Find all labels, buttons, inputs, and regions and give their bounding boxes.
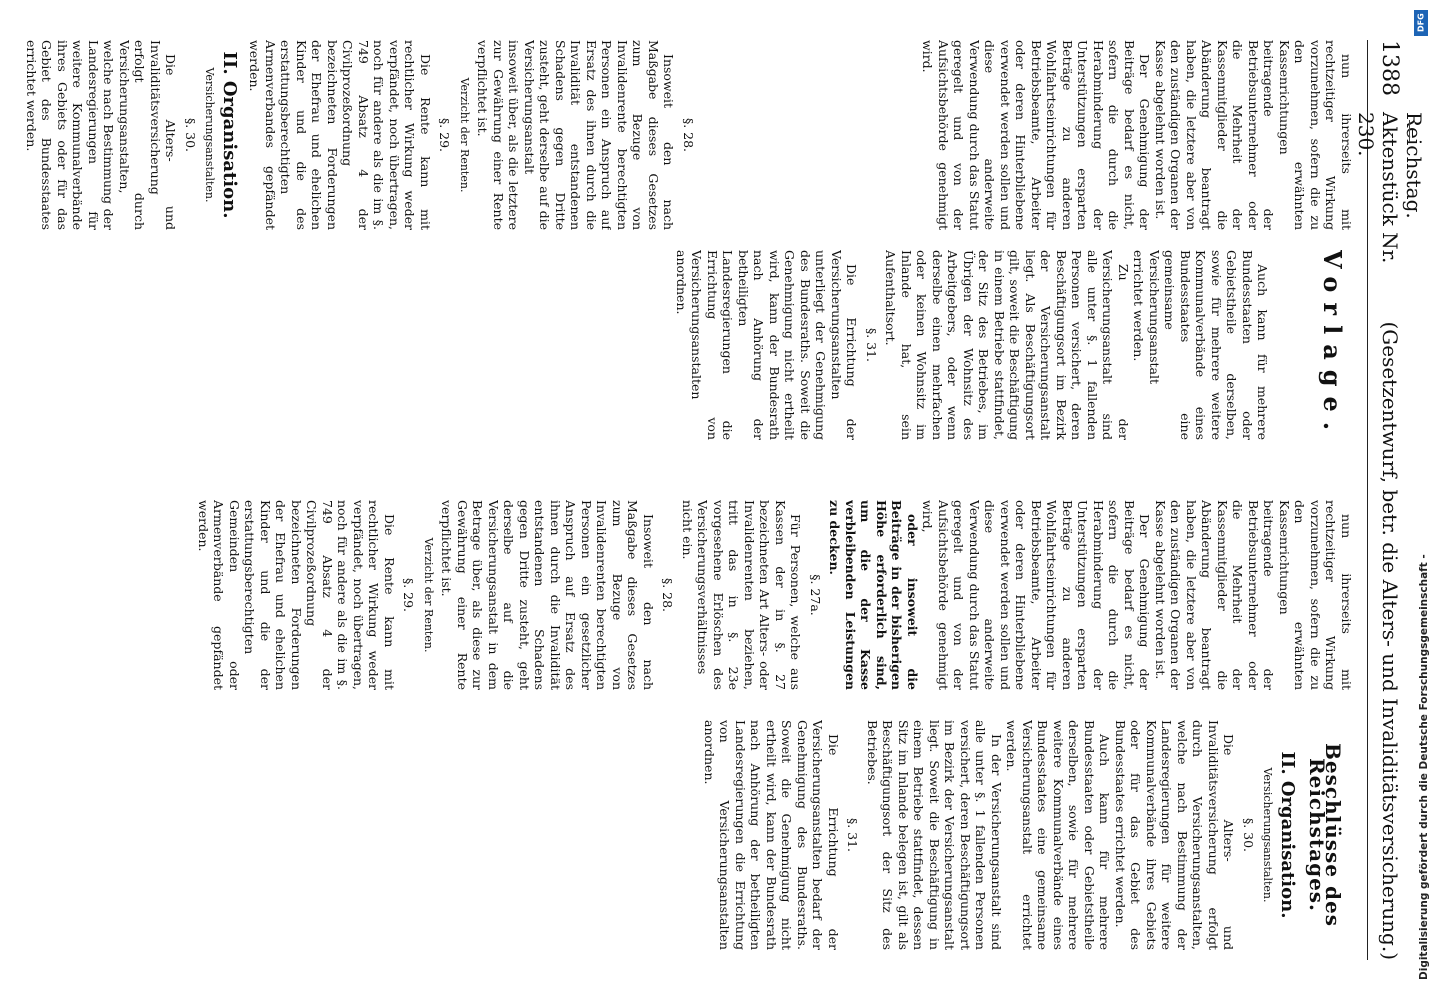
beschluesse-s31-text: Die Errichtung der Versicherungsanstalten bedarf der Genehmigung des Bundesraths. Soweit die Genehmigung nicht ertheilt wird, kann der Bundesrath nach Anhörung der betheiligten Landesregierungen die Errichtung von Versicherungsanstalten anordnen.	[702, 720, 841, 950]
vorlage-s29-text: Die Rente kann mit rechtlicher Wirkung weder verpfändet, noch übertragen, noch für andere als die im §. 749 Absatz 4 der Civilprozeßordnung bezeichneten Forderungen der Ehefrau und ehelichen Kinder und die des erstattungsberechtigten Armenverbandes gepfändet werden.	[247, 40, 433, 230]
vorlage-column-1	[24, 40, 1354, 230]
digitization-note: Digitalisierung gefördert durch die Deutsche Forschungsgemeinschaft -	[1418, 554, 1430, 980]
beschluesse-paragraph-2: Der Genehmigung der Beiträge bedarf es nicht, sofern die durch die Herabminderung der Unterstützungen ersparten Beträge zu anderen Wohlfahrtseinrichtungen für Betriebsbeamte, Arbeiter oder deren Hinterbliebene verwendet werden sollen und diese anderweite Verwendung durch das Statut geregelt und von der Aufsichtsbehörde genehmigt wird,	[920, 500, 1153, 690]
header-right-title: (Gesetzentwurf, betr. die Alters- und Invaliditätsversicherung.)	[1378, 321, 1402, 960]
vorlage-s29-title: §. 29.	[437, 117, 453, 153]
vorlage-s30-text2: Auch kann für mehrere Bundesstaaten oder Gebietstheile derselben, sowie für mehrere weitere Kommunalverbände eines Bundesstaates eine gemeinsame Versicherungsanstalt errichtet werden.	[1131, 250, 1271, 440]
beschluesse-column-2	[24, 720, 1354, 950]
beschluesse-s30-text1: Die Alters- und Invaliditätsversicherung erfolgt durch Versicherungsanstalten, welche nach Bestimmung der Landesregierungen für weitere Kommunalverbände ihres Gebiets oder für das Gebiet des Bundesstaates errichtet werden.	[1113, 720, 1237, 950]
beschluesse-s29-text: Die Rente kann mit rechtlicher Wirkung weder verpfändet, noch übertragen, noch für andere als die im §. 749 Absatz 4 der Civilprozeßordnung bezeichneten Forderungen der Ehefrau und ehelichen Kinder und die der erstattungsberechtigten Gemeinden oder Armenverbände gepfändet werden.	[196, 500, 397, 690]
vorlage-heading: Vorlage.	[1318, 250, 1347, 440]
beschluesse-s28-text: Insoweit den nach Maßgabe dieses Gesetzes zum Bezuge von Invalidenrenten berechtigten Personen ein gesetzlicher Anspruch auf Ersatz des ihnen durch die Invalidität entstandenen Schadens gegen Dritte zusteht, geht derselbe auf die Versicherungsanstalt in dem Betrage über, als diese zur Gewährung einer Rente verpflichtet ist.	[439, 500, 656, 690]
beschluesse-s31-title: §. 31.	[845, 817, 861, 853]
vorlage-s30-text3: Zu der Versicherungsanstalt sind alle unter §. 1 fallenden Personen versichert, deren Beschäftigungsort im Bezirk der Versicherungsanstalt liegt. Als Beschäftigungsort gilt, soweit die Beschäftigung in einem Betriebe stattfindet, der Sitz des Betriebes, im Übrigen der Wohnsitz des Arbeitgebers, oder wenn derselbe einen mehrfachen oder keinen Wohnsitz im Inlande hat, sein Aufenthaltsort.	[883, 250, 1131, 440]
vorlage-s28-title: §. 28.	[681, 117, 696, 153]
dfg-logo: DFG	[1414, 10, 1428, 36]
beschluesse-s27a-title: §. 27a.	[808, 574, 823, 616]
beschluesse-s29-title: §. 29.	[401, 577, 417, 613]
beschluesse-org-sub: Versicherungsanstalten.	[1261, 767, 1275, 903]
header-left-title: Reichstag. Aktenstück Nr. 230.	[1354, 112, 1426, 264]
vorlage-s30-title: §. 30.	[183, 117, 198, 153]
beschluesse-s30-text3: In der Versicherungsanstalt sind alle unter §. 1 fallenden Personen versichert, deren Beschäftigungsort im Bezirk der Versicherungsanstalt liegt. Soweit die Beschäftigung in einem Betriebe stattfindet, dessen Sitz im Inlande belegen ist, gilt als Beschäftigungsort der Sitz des Betriebes.	[865, 720, 1004, 950]
vorlage-paragraph-2: Der Genehmigung der Beiträge bedarf es nicht, sofern die durch die Herabminderung der Unterstützungen ersparten Beträge zu anderen Wohlfahrtseinrichtungen für Betriebsbeamte, Arbeiter oder deren Hinterbliebene verwendet werden sollen und diese anderweite Verwendung durch das Statut geregelt und von der Aufsichtsbehörde genehmigt wird.	[920, 40, 1153, 230]
vorlage-org-sub: Versicherungsanstalten.	[203, 67, 217, 203]
vorlage-s31-title: §. 31.	[864, 327, 879, 363]
margin-rule	[1409, 120, 1410, 142]
beschluesse-rente-label: Verzicht der Renten.	[422, 537, 435, 653]
beschluesse-s30-text2: Auch kann für mehrere Bundesstaaten oder Gebietstheile derselben, sowie für mehrere weitere Kommunalverbände eines Bundesstaates eine gemeinsame Versicherungsanstalt errichtet werden.	[1004, 720, 1113, 950]
vorlage-column-2	[24, 250, 1354, 440]
beschluesse-column-1	[24, 500, 1354, 690]
beschluesse-s30-title: §. 30.	[1241, 817, 1256, 853]
beschluesse-s28-title: §. 28.	[660, 577, 676, 613]
page-number: 1388	[1377, 40, 1403, 96]
vorlage-intro: nun ihrerseits mit rechtzeitiger Wirkung vorzunehmen, sofern die zu den erwähnten Kassenrichtungen beitragende der Betriebsunternehmer oder die Mehrheit der Kassenmitglieder die Abänderung beantragt haben, die letztere aber von den zuständigen Organen der Kasse abgelehnt worden ist.	[1153, 40, 1354, 230]
vorlage-s30-text1: Die Alters- und Invaliditätsversicherung erfolgt durch Versicherungsanstalten, welche nach Bestimmung der Landesregierungen für weitere Kommunalverbände ihres Gebiets oder für das Gebiet des Bundesstaates errichtet werden.	[24, 40, 179, 230]
beschluesse-paragraph-2-bold: oder insoweit die Beiträge in der bisherigen Höhe erforderlich sind, um die der Kasse verbleibenden Leistungen zu decken.	[827, 500, 920, 690]
vorlage-s28-text: Insoweit den nach Maßgabe dieses Gesetzes zum Bezuge von Invalidenrente berechtigten Personen ein Anspruch auf Ersatz des ihnen durch die Invalidität entstandenen Schadens gegen Dritte zusteht, geht derselbe auf die Versicherungsanstalt insoweit über, als die letztere zur Gewährung einer Rente verpflichtet ist.	[475, 40, 677, 230]
vorlage-s31-text: Die Errichtung der Versicherungsanstalten unterliegt der Genehmigung des Bundesraths. Soweit die Genehmigung nicht ertheilt wird, kann der Bundesrath nach Anhörung der betheiligten Landesregierungen die Errichtung von Versicherungsanstalten anordnen.	[674, 250, 860, 440]
beschluesse-org-title: II. Organisation.	[1277, 751, 1298, 919]
vorlage-rente-label: Verzicht der Renten.	[458, 77, 471, 193]
beschluesse-intro: nun ihrerseits mit rechtzeitiger Wirkung vorzunehmen, sofern die zu den erwähnten Kassenrichtungen beitragende der Betriebsunternehmer oder die Mehrheit der Kassenmitglieder die Abänderung beantragt haben, die letztere aber von den zuständigen Organen der Kasse abgelehnt worden ist.	[1153, 500, 1354, 690]
beschluesse-s27a-text: Für Personen, welche aus Kassen der in §. 27 bezeichneten Art Alters- oder Invalidenrenten beziehen, tritt das in §. 23e vorgesehene Erlöschen des Versicherungsverhältnisses nicht ein.	[680, 500, 804, 690]
beschluesse-heading: Beschlüsse des Reichstages.	[1305, 743, 1345, 927]
vorlage-org-title: II. Organisation.	[219, 51, 240, 219]
